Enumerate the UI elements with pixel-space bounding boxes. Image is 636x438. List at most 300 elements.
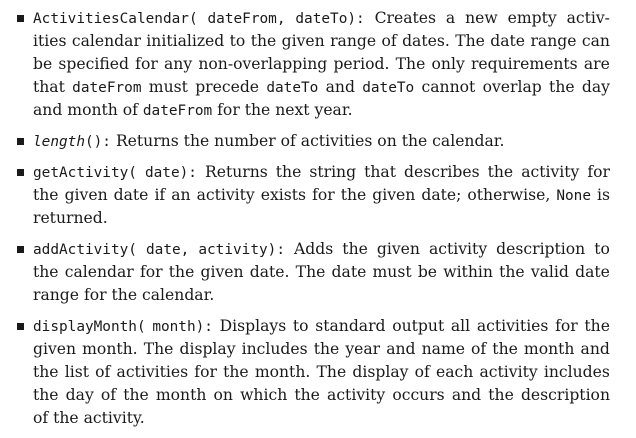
text-token: Adds: [294, 240, 334, 258]
text-token: be: [33, 55, 53, 73]
text-token: the: [340, 186, 367, 204]
word: [575, 261, 610, 284]
text-line: [33, 53, 610, 76]
text-token: within: [443, 263, 493, 281]
word: [582, 76, 610, 99]
word: [33, 361, 59, 384]
word: [549, 76, 575, 99]
text-line: [33, 284, 610, 307]
text-token: calendar: [64, 263, 134, 281]
word: [66, 384, 94, 407]
text-token: activities: [476, 317, 549, 335]
text-token: a: [445, 9, 456, 27]
word: [135, 53, 158, 76]
word: [149, 76, 188, 99]
word: [296, 261, 326, 284]
word: [582, 30, 610, 53]
text-token: the: [342, 240, 368, 258]
word: [33, 76, 65, 99]
text-token: Displays: [219, 317, 287, 335]
text-token: an: [171, 186, 191, 204]
word: [488, 384, 514, 407]
text-token: can: [581, 32, 610, 50]
text-token: range: [530, 32, 577, 50]
text-token: calendar: [71, 32, 141, 50]
word: [372, 184, 415, 207]
word: [33, 409, 145, 427]
word: [396, 53, 426, 76]
text-token: the: [488, 386, 514, 404]
word: [156, 384, 207, 407]
word: [492, 338, 518, 361]
text-token: for: [194, 363, 217, 381]
text-token: activity: [327, 386, 386, 404]
word: [377, 238, 420, 261]
bullet-square-icon: [17, 323, 24, 330]
word: [146, 238, 189, 261]
text-token: that: [33, 78, 65, 96]
word: [382, 30, 397, 53]
text-token: valid: [530, 263, 569, 281]
word: [33, 7, 198, 30]
word: [154, 184, 165, 207]
text-token: the: [223, 363, 249, 381]
word: [58, 53, 129, 76]
text-line: [33, 407, 610, 430]
text-line: [33, 30, 610, 53]
text-token: occurs: [392, 386, 445, 404]
word: [114, 184, 149, 207]
code-token: None: [556, 188, 591, 204]
text-token: month: [155, 386, 207, 404]
text-token: of: [414, 363, 430, 381]
word: [332, 261, 367, 284]
method-list: [0, 7, 636, 438]
code-token: ):: [347, 11, 365, 27]
word: [326, 76, 355, 99]
text-token: to: [292, 317, 309, 335]
word: [392, 315, 444, 338]
word: [33, 101, 143, 119]
code-token: dateTo: [362, 80, 415, 96]
text-token: list: [64, 363, 89, 381]
word: [455, 30, 485, 53]
text-token: otherwise,: [467, 186, 551, 204]
text-token: period.: [333, 55, 390, 73]
word: [294, 384, 320, 407]
text-token: be: [417, 263, 438, 281]
text-token: year: [345, 340, 381, 358]
word: [587, 161, 610, 184]
text-token: day: [65, 386, 94, 404]
word: [171, 184, 190, 207]
word: [314, 338, 340, 361]
word: [375, 7, 436, 30]
text-token: activity: [428, 240, 488, 258]
word: [208, 7, 286, 30]
code-token: addActivity(: [33, 242, 137, 258]
text-token: the: [33, 186, 59, 204]
text-token: the: [123, 386, 149, 404]
word: [443, 261, 493, 284]
word: [33, 209, 108, 227]
text-token: month.: [254, 363, 311, 381]
code-token: date,: [146, 242, 190, 258]
text-line: [33, 338, 610, 361]
code-token: displayMonth(: [33, 319, 146, 335]
text-token: of: [471, 340, 487, 358]
word: [531, 261, 569, 284]
text-token: of the activity.: [33, 409, 145, 427]
word: [230, 30, 246, 53]
text-token: initialized: [146, 32, 225, 50]
text-line: [33, 7, 610, 30]
text-line: [33, 315, 610, 338]
word: [309, 161, 356, 184]
word: [95, 361, 110, 384]
text-token: dates.: [402, 32, 450, 50]
word: [82, 338, 137, 361]
text-token: and: [386, 340, 416, 358]
text-token: for: [312, 186, 335, 204]
word: [530, 30, 576, 53]
word: [422, 76, 476, 99]
word: [143, 101, 212, 119]
text-token: date.: [249, 263, 290, 281]
text-line: [33, 207, 610, 230]
word: [250, 261, 290, 284]
text-token: precede: [195, 78, 260, 96]
word: [205, 161, 268, 184]
code-token: dateFrom,: [207, 11, 286, 27]
word: [402, 30, 450, 53]
text-token: the: [492, 340, 518, 358]
text-token: for: [139, 263, 163, 281]
text-token: requirements: [470, 55, 578, 73]
word: [198, 53, 327, 76]
word: [452, 384, 481, 407]
text-line: [33, 76, 610, 99]
code-token: getActivity(: [33, 165, 137, 181]
word: [436, 361, 473, 384]
word: [194, 361, 217, 384]
text-token: display: [179, 340, 236, 358]
text-token: for the next year.: [212, 101, 353, 119]
text-token: given: [281, 32, 325, 50]
word: [293, 315, 309, 338]
word: [33, 286, 214, 304]
word: [496, 238, 585, 261]
text-token: and: [580, 340, 610, 358]
word: [33, 384, 59, 407]
word: [342, 238, 368, 261]
word: [33, 315, 146, 338]
text-token: name: [421, 340, 465, 358]
text-token: Returns: [204, 163, 268, 181]
text-token: returned.: [33, 209, 108, 227]
code-token: ):: [179, 165, 197, 181]
text-token: the: [168, 263, 195, 281]
word: [65, 361, 89, 384]
text-token: The: [295, 263, 326, 281]
text-token: the: [33, 263, 59, 281]
word: [317, 361, 347, 384]
text-token: the: [33, 386, 59, 404]
word: [282, 30, 325, 53]
word: [266, 76, 318, 99]
word: [33, 161, 137, 184]
text-token: the: [487, 163, 514, 181]
word: [152, 315, 213, 338]
word: [251, 30, 277, 53]
word: [261, 184, 306, 207]
word: [33, 184, 59, 207]
text-token: must: [148, 78, 188, 96]
word: [499, 261, 525, 284]
text-token: activity: [479, 363, 538, 381]
text-token: the: [250, 32, 277, 50]
text-line: [33, 184, 610, 207]
list-item-add-activity: [0, 238, 636, 307]
text-token: and: [451, 386, 482, 404]
word: [33, 30, 66, 53]
word: [333, 53, 389, 76]
word: [418, 261, 437, 284]
word: [352, 361, 408, 384]
word: [276, 161, 302, 184]
text-token: and month of: [33, 101, 143, 119]
word: [432, 53, 465, 76]
text-token: string: [309, 163, 357, 181]
word: [214, 384, 233, 407]
text-token: description: [520, 386, 610, 404]
word: [65, 184, 108, 207]
word: [117, 361, 189, 384]
text-token: month.: [82, 340, 138, 358]
word: [597, 184, 610, 207]
text-token: must: [372, 263, 412, 281]
text-token: specified: [58, 55, 129, 73]
word: [488, 161, 514, 184]
word: [240, 384, 287, 407]
word: [555, 315, 578, 338]
word: [584, 315, 610, 338]
code-token: ActivitiesCalendar(: [33, 11, 198, 27]
word: [212, 101, 352, 119]
text-token: which: [240, 386, 288, 404]
text-token: the: [499, 263, 525, 281]
word: [508, 7, 557, 30]
text-line: [33, 238, 610, 261]
text-token: of: [95, 363, 111, 381]
code-token: date: [144, 165, 180, 181]
text-token: describes: [404, 163, 480, 181]
code-token: ):: [195, 319, 213, 335]
word: [195, 76, 259, 99]
word: [345, 338, 380, 361]
text-token: to: [594, 240, 610, 258]
word: [144, 338, 174, 361]
word: [312, 184, 335, 207]
word: [33, 338, 76, 361]
text-token: standard: [315, 317, 386, 335]
word: [490, 30, 525, 53]
text-token: Returns the number of activities on the calendar.: [110, 132, 505, 150]
text-token: The: [316, 363, 347, 381]
text-token: activ-: [566, 9, 610, 27]
word: [33, 53, 52, 76]
text-token: on: [213, 386, 233, 404]
text-token: The: [395, 55, 426, 73]
word: [364, 161, 396, 184]
word: [242, 338, 308, 361]
text-token: date: [490, 32, 526, 50]
word: [197, 184, 255, 207]
word: [584, 53, 610, 76]
text-token: are: [583, 55, 610, 73]
word: [451, 315, 470, 338]
text-token: if: [154, 186, 166, 204]
text-token: cannot: [421, 78, 476, 96]
text-token: non-overlapping: [198, 55, 328, 73]
word: [362, 76, 414, 99]
text-token: empty: [507, 9, 557, 27]
text-token: Creates: [374, 9, 437, 27]
bullet-square-icon: [17, 169, 24, 176]
word: [255, 361, 310, 384]
word: [465, 7, 498, 30]
text-token: the: [313, 340, 340, 358]
text-token: that: [364, 163, 396, 181]
word: [101, 384, 116, 407]
text-token: description: [496, 240, 586, 258]
word: [315, 315, 385, 338]
code-token: dateTo: [266, 80, 319, 96]
text-token: the: [275, 163, 302, 181]
word: [471, 338, 486, 361]
text-token: any: [164, 55, 193, 73]
text-token: activity: [521, 163, 580, 181]
text-token: given: [33, 340, 77, 358]
word: [85, 132, 111, 150]
code-token: dateTo: [295, 11, 348, 27]
word: [123, 384, 149, 407]
text-token: date: [113, 186, 149, 204]
word: [567, 7, 610, 30]
text-token: given: [376, 240, 420, 258]
text-token: and: [325, 78, 355, 96]
text-token: exists: [260, 186, 307, 204]
bullet-square-icon: [17, 15, 24, 22]
text-token: includes: [543, 363, 610, 381]
word: [33, 261, 59, 284]
text-token: output: [392, 317, 445, 335]
code-token: month: [152, 319, 196, 335]
word: [392, 384, 444, 407]
text-token: the: [294, 386, 320, 404]
list-item-activities-calendar: [0, 7, 636, 122]
word: [581, 338, 610, 361]
text-token: activity: [196, 186, 255, 204]
text-line: [33, 130, 610, 153]
word: [483, 76, 542, 99]
word: [146, 30, 224, 53]
word: [327, 384, 385, 407]
list-item-length: [0, 130, 636, 153]
text-token: display: [352, 363, 409, 381]
text-token: date: [575, 263, 610, 281]
text-token: given: [372, 186, 416, 204]
word: [164, 53, 192, 76]
text-token: the: [33, 363, 59, 381]
text-token: the: [584, 317, 610, 335]
text-token: date: [331, 263, 367, 281]
code-token: activity: [198, 242, 268, 258]
text-token: ities: [33, 32, 67, 50]
text-token: to: [229, 32, 246, 50]
text-token: each: [436, 363, 474, 381]
word: [201, 261, 244, 284]
word: [594, 238, 610, 261]
word: [422, 338, 465, 361]
text-token: for: [587, 163, 610, 181]
word: [415, 361, 430, 384]
word: [330, 30, 376, 53]
text-token: is: [597, 186, 610, 204]
word: [429, 238, 487, 261]
word: [33, 238, 137, 261]
word: [404, 161, 480, 184]
word: [477, 315, 549, 338]
text-token: new: [465, 9, 498, 27]
text-token: activities: [116, 363, 189, 381]
text-line: [33, 99, 610, 122]
text-token: for: [555, 317, 578, 335]
text-token: of: [381, 32, 397, 50]
word: [295, 7, 364, 30]
word: [471, 53, 578, 76]
word: [145, 161, 197, 184]
word: [33, 132, 85, 150]
word: [373, 261, 412, 284]
word: [220, 315, 287, 338]
word: [521, 161, 579, 184]
text-line: [33, 161, 610, 184]
text-token: range for the calendar.: [33, 286, 215, 304]
code-token: dateFrom: [72, 80, 142, 96]
text-token: given: [64, 186, 108, 204]
text-token: month: [523, 340, 575, 358]
word: [111, 132, 504, 150]
code-token: ():: [84, 134, 111, 150]
word: [467, 184, 550, 207]
text-line: [33, 384, 610, 407]
text-line: [33, 361, 610, 384]
bullet-square-icon: [17, 138, 24, 145]
text-token: overlap: [482, 78, 542, 96]
text-line: [33, 261, 610, 284]
word: [140, 261, 163, 284]
list-item-get-activity: [0, 161, 636, 230]
word: [179, 338, 235, 361]
text-token: includes: [241, 340, 308, 358]
text-token: range: [330, 32, 377, 50]
text-token: The: [143, 340, 174, 358]
word: [421, 184, 461, 207]
code-token: ):: [267, 242, 285, 258]
word: [169, 261, 195, 284]
word: [72, 76, 141, 99]
